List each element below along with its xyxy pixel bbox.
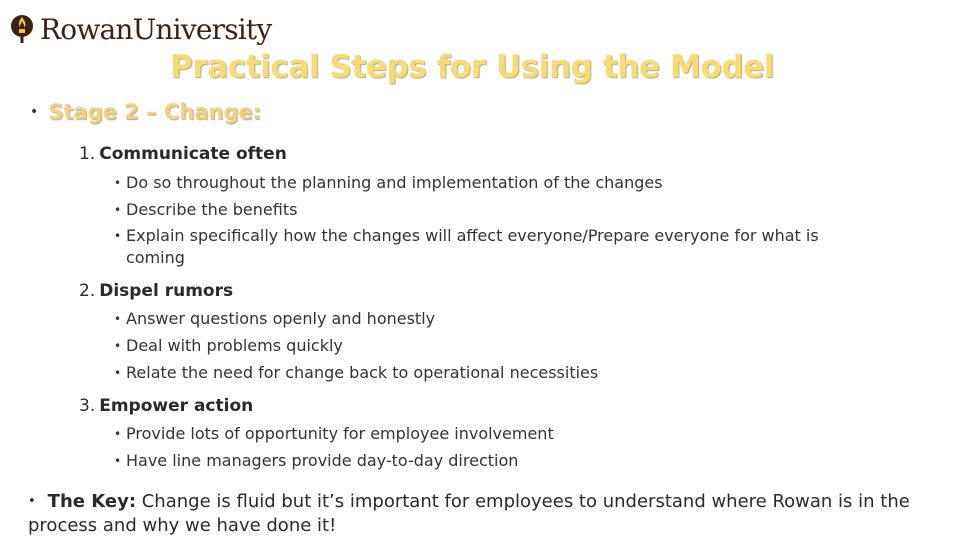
list-item-text: Answer questions openly and honestly bbox=[126, 309, 436, 328]
list-item bbox=[114, 199, 874, 221]
bullet-icon: • bbox=[114, 203, 122, 217]
bullet-icon: • bbox=[114, 427, 122, 441]
step-title: Dispel rumors bbox=[99, 281, 234, 301]
step-3-heading bbox=[79, 396, 253, 416]
step-number: 2. bbox=[79, 281, 96, 301]
list-item-text: Explain specifically how the changes will affect everyone/Prepare everyone for what is coming bbox=[126, 226, 819, 267]
stage-heading bbox=[30, 100, 261, 124]
list-item-text: Deal with problems quickly bbox=[126, 336, 343, 355]
bullet-icon: • bbox=[114, 454, 122, 468]
key-text: Change is fluid but it’s important for employees to understand where Rowan is in the process and why we have done it! bbox=[28, 491, 910, 536]
torch-icon bbox=[10, 14, 34, 46]
list-item bbox=[114, 423, 874, 445]
step-2-heading bbox=[79, 281, 233, 301]
bullet-icon: • bbox=[114, 229, 122, 243]
list-item bbox=[114, 450, 874, 472]
step-title: Communicate often bbox=[99, 144, 287, 164]
key-label: The Key: bbox=[47, 491, 137, 512]
list-item bbox=[114, 362, 874, 384]
bullet-icon: • bbox=[28, 494, 36, 509]
bullet-icon: • bbox=[114, 366, 122, 380]
list-item bbox=[114, 308, 874, 330]
list-item-text: Do so throughout the planning and implementation of the changes bbox=[126, 173, 663, 192]
slide-title: Practical Steps for Using the Model bbox=[170, 49, 774, 85]
list-item bbox=[114, 335, 874, 357]
list-item-text: Have line managers provide day-to-day direction bbox=[126, 451, 519, 470]
logo-wordmark: RowanUniversity bbox=[40, 13, 272, 46]
list-item bbox=[114, 172, 874, 194]
rowan-logo bbox=[10, 12, 271, 48]
list-item-text: Describe the benefits bbox=[126, 200, 298, 219]
stage-label: Stage 2 – Change: bbox=[48, 100, 262, 124]
list-item-text: Provide lots of opportunity for employee involvement bbox=[126, 424, 554, 443]
step-1-heading bbox=[79, 144, 287, 164]
step-number: 1. bbox=[79, 144, 96, 164]
bullet-icon: • bbox=[114, 312, 122, 326]
list-item-text: Relate the need for change back to operational necessities bbox=[126, 363, 599, 382]
list-item bbox=[114, 225, 874, 269]
key-takeaway bbox=[28, 490, 938, 538]
bullet-icon: • bbox=[114, 339, 122, 353]
bullet-icon: • bbox=[30, 104, 39, 120]
step-number: 3. bbox=[79, 396, 96, 416]
step-title: Empower action bbox=[99, 396, 254, 416]
bullet-icon: • bbox=[114, 176, 122, 190]
